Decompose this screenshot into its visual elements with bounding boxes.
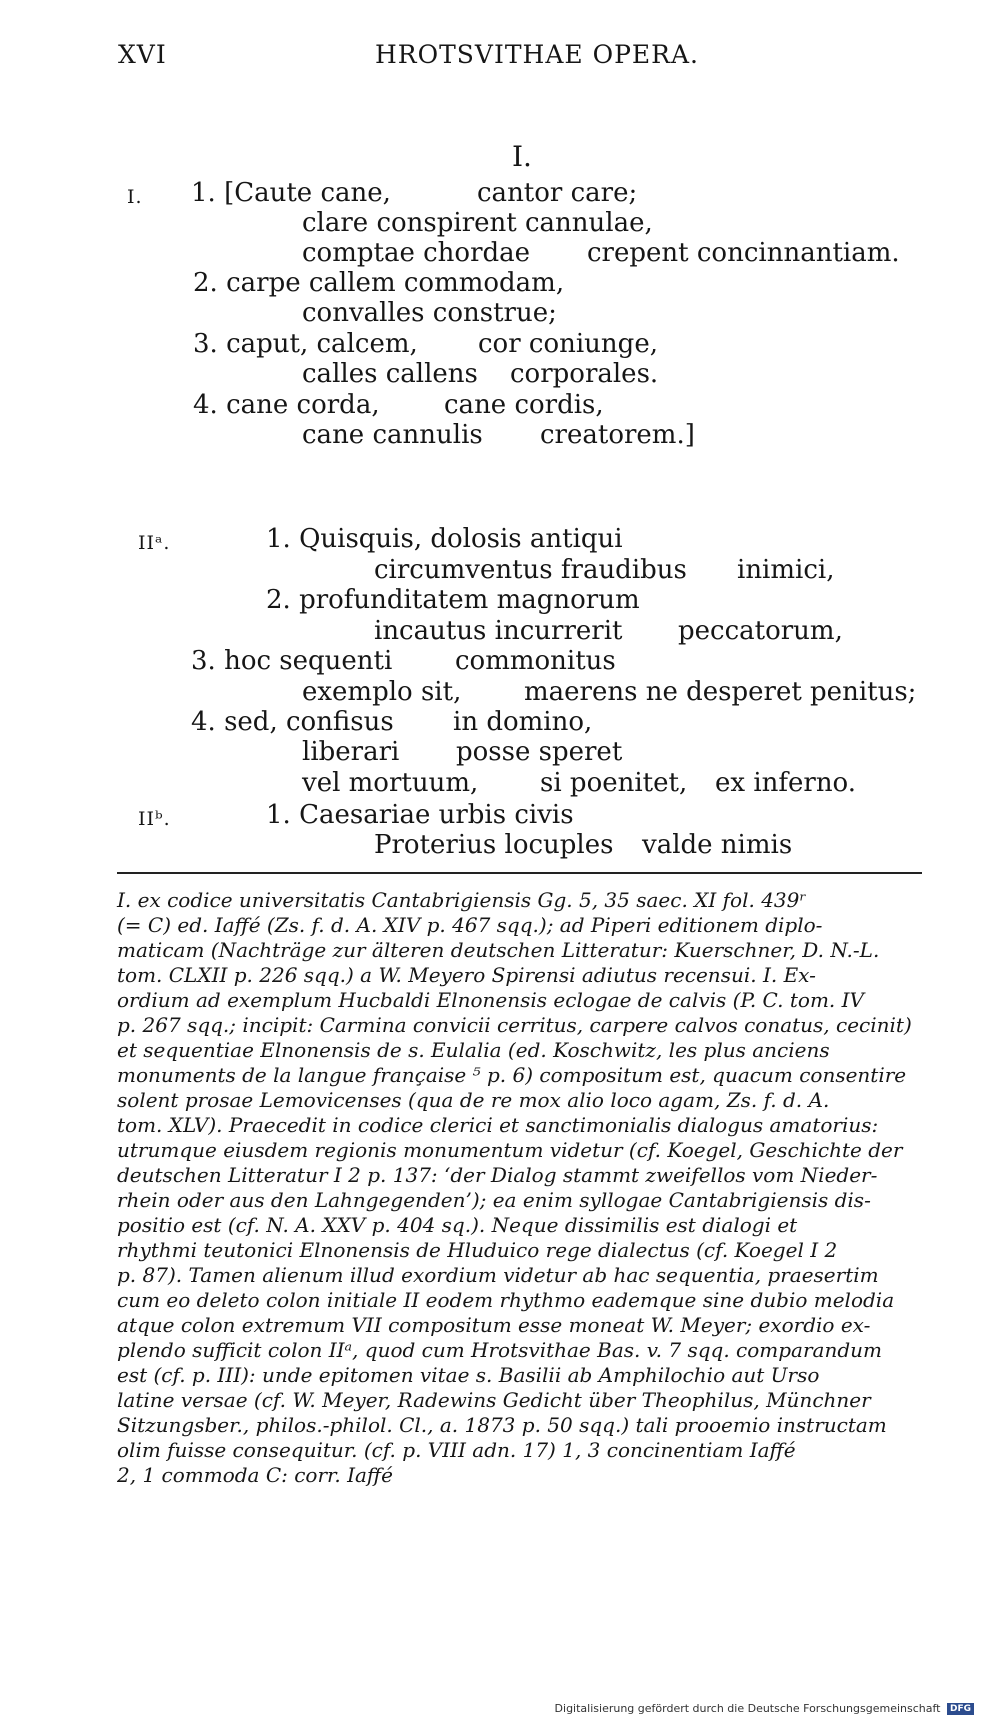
footer-text: Digitalisierung gefördert durch die Deutsche Forschungsgemeinschaft: [554, 1702, 941, 1715]
verse-line: clare conspirent cannulae,: [302, 208, 653, 238]
verse-line: creatorem.]: [540, 420, 695, 450]
footnote-line: ordium ad exemplum Hucbaldi Elnonensis eclogae de calvis (P. C. tom. IV: [117, 988, 864, 1012]
footnote-line: et sequentiae Elnonensis de s. Eulalia (ed. Koschwitz, les plus anciens: [117, 1038, 830, 1062]
footnote-line: p. 87). Tamen alienum illud exordium videtur ab hac sequentia, praesertim: [117, 1263, 879, 1287]
verse-line: 3. caput, calcem,: [193, 329, 418, 359]
footnote-line: cum eo deleto colon initiale II eodem rhythmo eademque sine dubio melodia: [117, 1288, 895, 1312]
footnote-line: maticam (Nachträge zur älteren deutschen Litteratur: Kuerschner, D. N.-L.: [117, 938, 880, 962]
footnote-line: Sitzungsber., philos.-philol. Cl., a. 1873 p. 50 sqq.) tali prooemio instructam: [117, 1413, 887, 1437]
verse-line: inimici,: [737, 555, 835, 585]
footnote-line: deutschen Litteratur I 2 p. 137: ‘der Dialog stammt zweifellos vom Nieder-: [117, 1163, 878, 1187]
section-title: I.: [512, 140, 532, 173]
footnote-line: latine versae (cf. W. Meyer, Radewins Gedicht über Theophilus, Münchner: [117, 1388, 871, 1412]
poem-marker: IIᵃ.: [138, 532, 171, 554]
verse-line: liberari: [302, 737, 400, 767]
verse-line: cane cordis,: [444, 390, 604, 420]
verse-line: commonitus: [455, 646, 616, 676]
verse-line: 1. Quisquis, dolosis antiqui: [266, 524, 623, 554]
verse-line: 2. profunditatem magnorum: [266, 585, 640, 615]
verse-line: incautus incurrerit: [374, 616, 623, 646]
footnote-line: atque colon extremum VII compositum esse moneat W. Meyer; exordio ex-: [117, 1313, 871, 1337]
footnote-line: est (cf. p. III): unde epitomen vitae s. Basilii ab Amphilochio aut Urso: [117, 1363, 820, 1387]
verse-line: crepent concinnantiam.: [587, 238, 900, 268]
verse-line: peccatorum,: [678, 616, 843, 646]
footnote-line: rhythmi teutonici Elnonensis de Hluduico rege dialectus (cf. Koegel I 2: [117, 1238, 838, 1262]
verse-line: posse speret: [456, 737, 623, 767]
verse-line: convalles construe;: [302, 298, 557, 328]
footnote-line: (= C) ed. Iaffé (Zs. f. d. A. XIV p. 467 sqq.); ad Piperi editionem diplo-: [117, 913, 823, 937]
digitization-footer: [555, 1702, 974, 1715]
footnote-line: 2, 1 commoda C: corr. Iaffé: [117, 1463, 393, 1487]
verse-line: Proterius locuples: [374, 830, 614, 860]
footnote-line: positio est (cf. N. A. XXV p. 404 sq.). Neque dissimilis est dialogi et: [117, 1213, 798, 1237]
verse-line: 4. cane corda,: [193, 390, 380, 420]
verse-line: 3. hoc sequenti: [191, 646, 393, 676]
footnotes: [117, 888, 927, 1488]
footnote-line: tom. XLV). Praecedit in codice clerici et sanctimonialis dialogus amatorius:: [117, 1113, 879, 1137]
verse-line: vel mortuum,: [302, 768, 479, 798]
verse-line: 4. sed, confisus: [191, 707, 394, 737]
footnote-line: utrumque eiusdem regionis monumentum videtur (cf. Koegel, Geschichte der: [117, 1138, 903, 1162]
verse-line: exemplo sit,: [302, 677, 462, 707]
verse-line: maerens ne desperet penitus;: [524, 677, 917, 707]
poem-marker: I.: [127, 186, 143, 208]
verse-line: in domino,: [453, 707, 593, 737]
verse-line: comptae chordae: [302, 238, 531, 268]
verse-line: calles callens: [302, 359, 478, 389]
running-title: HROTSVITHAE OPERA.: [375, 40, 699, 69]
page-number: XVI: [118, 40, 167, 69]
footnote-line: olim fuisse consequitur. (cf. p. VIII adn. 17) 1, 3 concinentiam Iaffé: [117, 1438, 796, 1462]
footnote-line: tom. CLXII p. 226 sqq.) a W. Meyero Spirensi adiutus recensui. I. Ex-: [117, 963, 816, 987]
footnote-line: I. ex codice universitatis Cantabrigiensis Gg. 5, 35 saec. XI fol. 439ʳ: [117, 888, 807, 912]
verse-line: circumventus fraudibus: [374, 555, 687, 585]
verse-line: valde nimis: [642, 830, 793, 860]
verse-line: ex inferno.: [715, 768, 857, 798]
verse-line: si poenitet,: [540, 768, 688, 798]
dfg-logo: DFG: [947, 1703, 974, 1715]
verse-line: cane cannulis: [302, 420, 483, 450]
poem-marker: IIᵇ.: [138, 808, 171, 830]
verse-line: cor coniunge,: [478, 329, 658, 359]
verse-line: 2. carpe callem commodam,: [193, 268, 565, 298]
footnote-line: monuments de la langue française ⁵ p. 6) compositum est, quacum consentire: [117, 1063, 907, 1087]
footnote-separator: [117, 872, 922, 874]
footnote-line: p. 267 sqq.; incipit: Carmina convicii cerritus, carpere calvos conatus, cecinit): [117, 1013, 912, 1037]
verse-line: 1. Caesariae urbis civis: [266, 800, 574, 830]
verse-line: cantor care;: [477, 178, 638, 208]
footnote-line: rhein oder aus den Lahngegenden’); ea enim syllogae Cantabrigiensis dis-: [117, 1188, 871, 1212]
footnote-line: plendo sufficit colon IIᵃ, quod cum Hrotsvithae Bas. v. 7 sqq. comparandum: [117, 1338, 882, 1362]
footnote-line: solent prosae Lemovicenses (qua de re mox alio loco agam, Zs. f. d. A.: [117, 1088, 830, 1112]
verse-line: corporales.: [510, 359, 659, 389]
verse-line: 1. [Caute cane,: [191, 178, 391, 208]
